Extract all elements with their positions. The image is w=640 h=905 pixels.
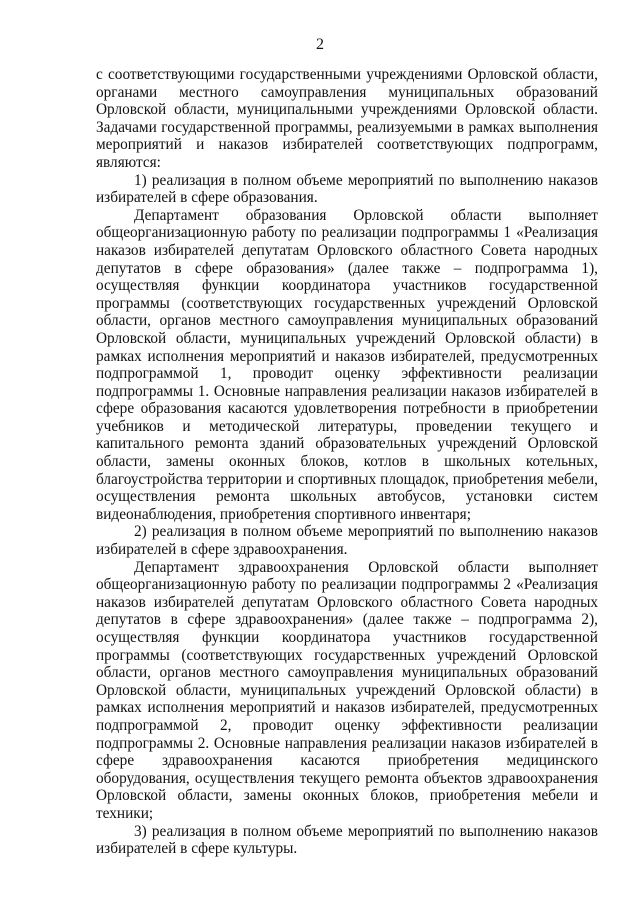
document-body: [96, 66, 598, 858]
paragraph-task-1: 1) реализация в полном объеме мероприятий по выполнению наказов избирателей в сфере образования.: [96, 171, 598, 207]
paragraph-task-2: 2) реализация в полном объеме мероприятий по выполнению наказов избирателей в сфере здравоохранения.: [96, 523, 598, 559]
paragraph-task-3: 3) реализация в полном объеме мероприятий по выполнению наказов избирателей в сфере культуры.: [96, 822, 598, 858]
paragraph-education-department: Департамент образования Орловской области выполняет общеорганизационную работу по реализации подпрограммы 1 «Реализация наказов избирателей депутатам Орловского областного Совета народных депутатов в сфере образования» (далее также – подпрограмма 1), осуществляя функции координатора участников государственной программы (соответствующих государственных учреждений Орловской области, органов местного самоуправления муниципальных образований Орловской области, муниципальных учреждений Орловской области) в рамках исполнения мероприятий и наказов избирателей, предусмотренных подпрограммой 1, проводит оценку эффективности реализации подпрограммы 1. Основные направления реализации наказов избирателей в сфере образования касаются удовлетворения потребности в приобретении учебников и методической литературы, проведении текущего и капитального ремонта зданий образовательных учреждений Орловской области, замены оконных блоков, котлов в школьных котельных, благоустройства территории и спортивных площадок, приобретения мебели, осуществления ремонта школьных автобусов, установки систем видеонаблюдения, приобретения спортивного инвентаря;: [96, 206, 598, 523]
paragraph-health-department: Департамент здравоохранения Орловской области выполняет общеорганизационную работу по реализации подпрограммы 2 «Реализация наказов избирателей депутатам Орловского областного Совета народных депутатов в сфере здравоохранения» (далее также – подпрограмма 2), осуществляя функции координатора участников государственной программы (соответствующих государственных учреждений Орловской области, органов местного самоуправления муниципальных образований Орловской области, муниципальных учреждений Орловской области) в рамках исполнения мероприятий и наказов избирателей, предусмотренных подпрограммой 2, проводит оценку эффективности реализации подпрограммы 2. Основные направления реализации наказов избирателей в сфере здравоохранения касаются приобретения медицинского оборудования, осуществления текущего ремонта объектов здравоохранения Орловской области, замены оконных блоков, приобретения мебели и техники;: [96, 558, 598, 822]
paragraph-continuation: с соответствующими государственными учреждениями Орловской области, органами местного самоуправления муниципальных образований Орловской области, муниципальными учреждениями Орловской области. Задачами государственной программы, реализуемыми в рамках выполнения мероприятий и наказов избирателей соответствующих подпрограмм, являются:: [96, 66, 598, 171]
page-number: 2: [316, 36, 324, 53]
